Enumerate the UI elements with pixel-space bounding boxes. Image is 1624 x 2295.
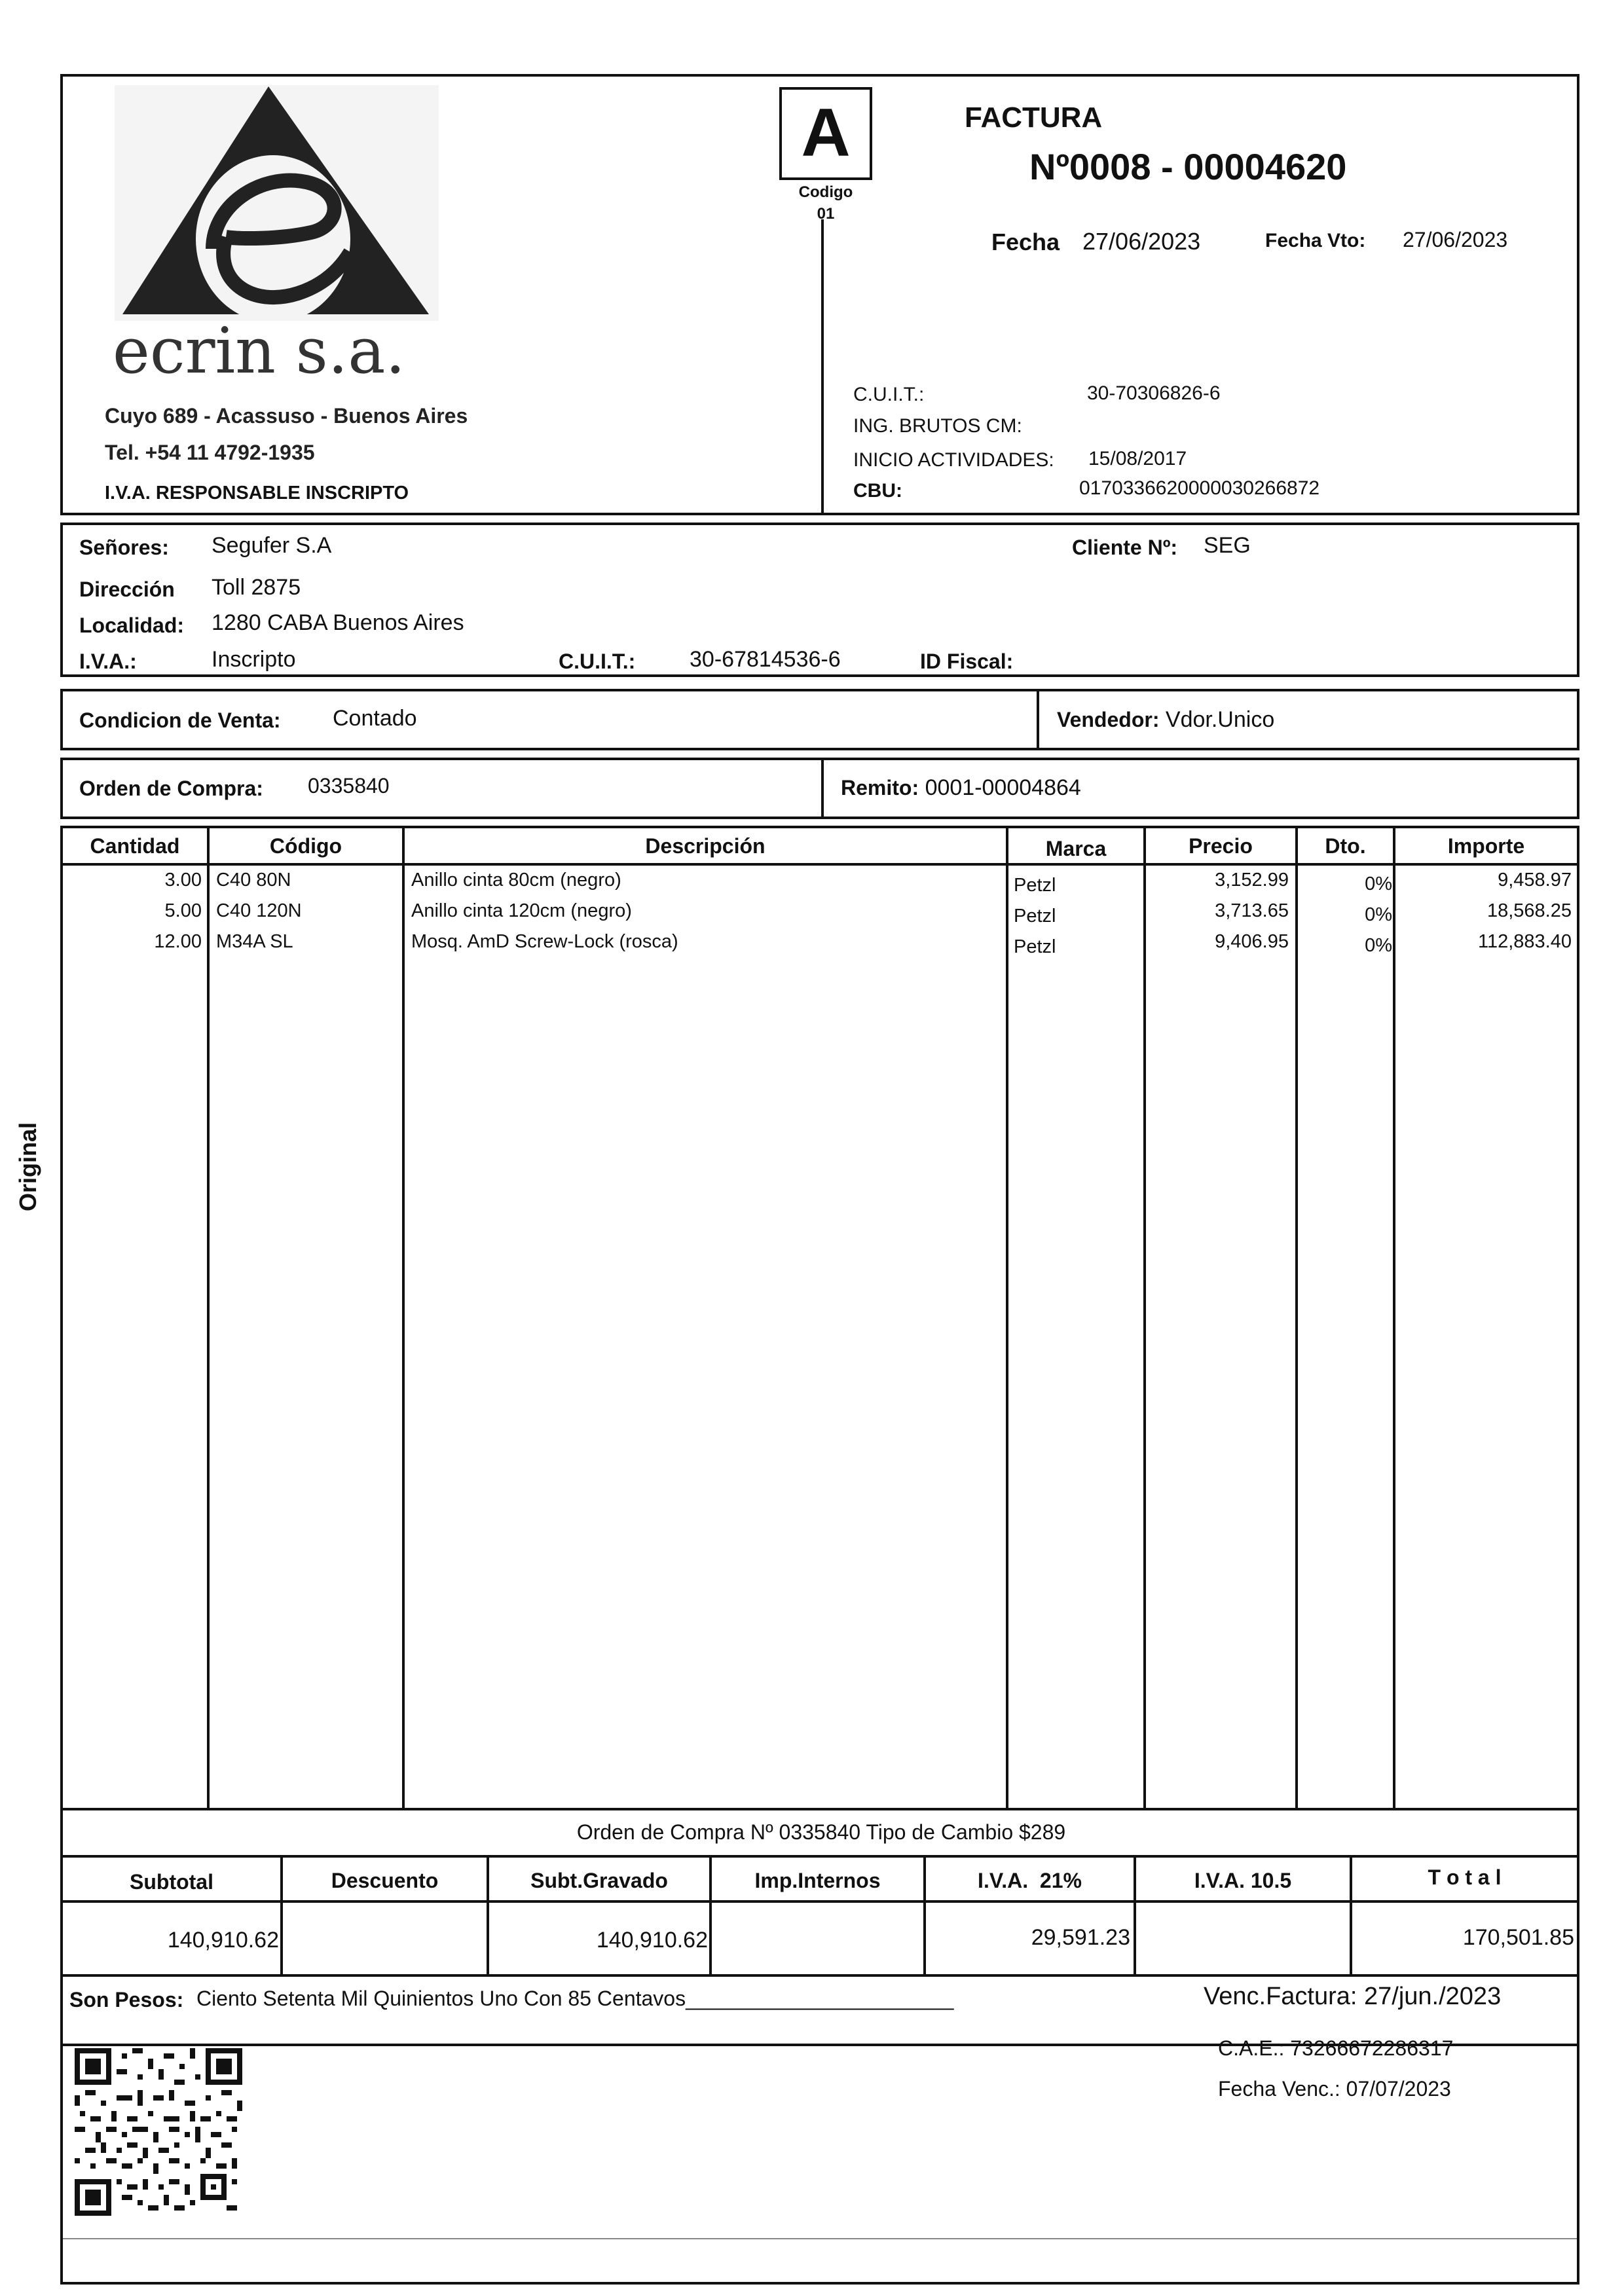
col-sep (1006, 826, 1008, 1810)
items-rows (0, 870, 1624, 968)
totals-subtotal: 140,910.62 (167, 1928, 279, 1953)
cae-due-date: Fecha Venc.: 07/07/2023 (1218, 2077, 1451, 2101)
invoice-date: 27/06/2023 (1082, 228, 1201, 255)
client-fiscal-label: ID Fiscal: (920, 650, 1014, 673)
item-code: M34A SL (216, 931, 293, 952)
doc-type-letter: A (801, 95, 851, 171)
remito-value: 0001-00004864 (925, 775, 1081, 800)
client-cuit: 30-67814536-6 (690, 647, 841, 672)
cae-bottom-line (63, 2238, 1577, 2239)
item-qty: 3.00 (164, 870, 202, 890)
client-locality-label: Localidad: (79, 614, 185, 637)
cae-number: C.A.E.: 73266672286317 (1218, 2036, 1454, 2060)
sale-seller: Vdor.Unico (1165, 707, 1275, 732)
issuer-ib-label: ING. BRUTOS CM: (853, 415, 1022, 437)
client-address-label: Dirección (79, 578, 175, 601)
item-discount: 0% (1365, 935, 1392, 956)
header-divider (821, 219, 824, 515)
table-row (0, 870, 1624, 901)
issuer-cbu: 0170336620000030266872 (1079, 477, 1320, 499)
client-name: Segufer S.A (212, 533, 332, 558)
invoice-number: Nº0008 - 00004620 (1029, 146, 1347, 187)
totals-header-internos: Imp.Internos (754, 1869, 881, 1892)
totals-iva21: 29,591.23 (1031, 1925, 1130, 1950)
client-address: Toll 2875 (212, 575, 301, 600)
client-iva: Inscripto (212, 647, 296, 672)
items-note-line (60, 1808, 1579, 1810)
totals-header-descuento: Descuento (331, 1869, 439, 1892)
col-sep (207, 826, 210, 1810)
company-logo-name: ecrin s.a. (113, 314, 406, 388)
company-logo (115, 85, 439, 321)
item-price: 3,152.99 (1215, 870, 1289, 890)
item-description: Anillo cinta 120cm (negro) (411, 900, 632, 921)
col-sep (1295, 826, 1298, 1810)
item-qty: 5.00 (164, 900, 202, 921)
remito-row (841, 775, 1081, 801)
doc-code-label: Codigo (798, 183, 853, 201)
words-venc: Venc.Factura: 27/jun./2023 (1204, 1983, 1502, 2010)
issuer-start: 15/08/2017 (1088, 448, 1187, 469)
copy-label: Original (14, 1122, 41, 1211)
invoice-title: FACTURA (965, 101, 1103, 134)
company-phone: Tel. +54 11 4792-1935 (105, 441, 315, 464)
totals-header-subtotal: Subtotal (130, 1870, 213, 1894)
totals-header-iva21: I.V.A. 21% (978, 1869, 1082, 1892)
totals-header-gravado: Subt.Gravado (530, 1869, 668, 1892)
po-divider (821, 758, 824, 819)
item-description: Mosq. AmD Screw-Lock (rosca) (411, 931, 678, 952)
issuer-cuit-label: C.U.I.T.: (853, 384, 925, 405)
sale-condition-label: Condicion de Venta: (79, 708, 281, 732)
item-discount: 0% (1365, 873, 1392, 894)
table-row (0, 931, 1624, 963)
sale-seller-label: Vendedor: (1057, 708, 1160, 731)
afip-qr-code (75, 2048, 242, 2216)
item-description: Anillo cinta 80cm (negro) (411, 870, 621, 890)
items-table (60, 826, 1579, 1858)
issuer-cuit: 30-70306826-6 (1087, 382, 1221, 404)
col-sep (1143, 826, 1146, 1810)
col-header-marca: Marca (1045, 837, 1107, 860)
company-iva-status: I.V.A. RESPONSABLE INSCRIPTO (105, 483, 409, 504)
sale-box (60, 689, 1579, 750)
invoice-due: 27/06/2023 (1403, 228, 1508, 251)
client-no: SEG (1204, 533, 1251, 558)
client-cuit-label: C.U.I.T.: (559, 650, 636, 673)
totals-header-iva105: I.V.A. 10.5 (1194, 1869, 1292, 1892)
item-amount: 112,883.40 (1478, 931, 1572, 952)
words-amount: Ciento Setenta Mil Quinientos Uno Con 85 Centavos_______________________ (196, 1987, 954, 2010)
client-no-label: Cliente Nº: (1072, 536, 1178, 559)
col-header-cantidad: Cantidad (90, 834, 180, 858)
items-note: Orden de Compra Nº 0335840 Tipo de Cambio $289 (576, 1820, 1066, 1844)
po-box (60, 758, 1579, 819)
item-code: C40 80N (216, 870, 291, 890)
invoice-date-label: Fecha (991, 229, 1060, 255)
col-header-importe: Importe (1447, 834, 1525, 858)
items-header-line (60, 863, 1579, 866)
words-label: Son Pesos: (69, 1988, 184, 2011)
col-header-codigo: Código (269, 834, 342, 858)
client-senores-label: Señores: (79, 536, 169, 559)
item-price: 3,713.65 (1215, 900, 1289, 921)
doc-code: 01 (817, 205, 835, 223)
item-brand: Petzl (1014, 906, 1056, 927)
totals-total: 170,501.85 (1462, 1925, 1574, 1950)
item-brand: Petzl (1014, 936, 1056, 957)
item-brand: Petzl (1014, 875, 1056, 896)
item-qty: 12.00 (154, 931, 202, 952)
col-sep (1393, 826, 1395, 1810)
po-value: 0335840 (308, 774, 390, 798)
col-header-precio: Precio (1189, 834, 1253, 858)
company-address: Cuyo 689 - Acassuso - Buenos Aires (105, 404, 468, 428)
sale-seller-row (1057, 707, 1274, 733)
item-amount: 18,568.25 (1486, 900, 1572, 921)
po-label: Orden de Compra: (79, 777, 263, 800)
totals-header-total: T o t a l (1428, 1865, 1502, 1889)
item-code: C40 120N (216, 900, 302, 921)
totals-gravado: 140,910.62 (596, 1928, 708, 1953)
col-sep (402, 826, 405, 1810)
invoice-due-label: Fecha Vto: (1265, 230, 1366, 251)
col-header-descripcion: Descripción (645, 834, 766, 858)
item-price: 9,406.95 (1215, 931, 1289, 952)
issuer-start-label: INICIO ACTIVIDADES: (853, 449, 1054, 471)
col-header-dto: Dto. (1325, 834, 1366, 858)
item-amount: 9,458.97 (1498, 870, 1572, 890)
remito-label: Remito: (841, 776, 919, 799)
table-row (0, 900, 1624, 932)
client-locality: 1280 CABA Buenos Aires (212, 610, 464, 635)
issuer-cbu-label: CBU: (853, 480, 902, 502)
item-discount: 0% (1365, 904, 1392, 925)
client-iva-label: I.V.A.: (79, 650, 137, 673)
sale-condition: Contado (333, 706, 417, 731)
sale-divider (1037, 689, 1039, 750)
